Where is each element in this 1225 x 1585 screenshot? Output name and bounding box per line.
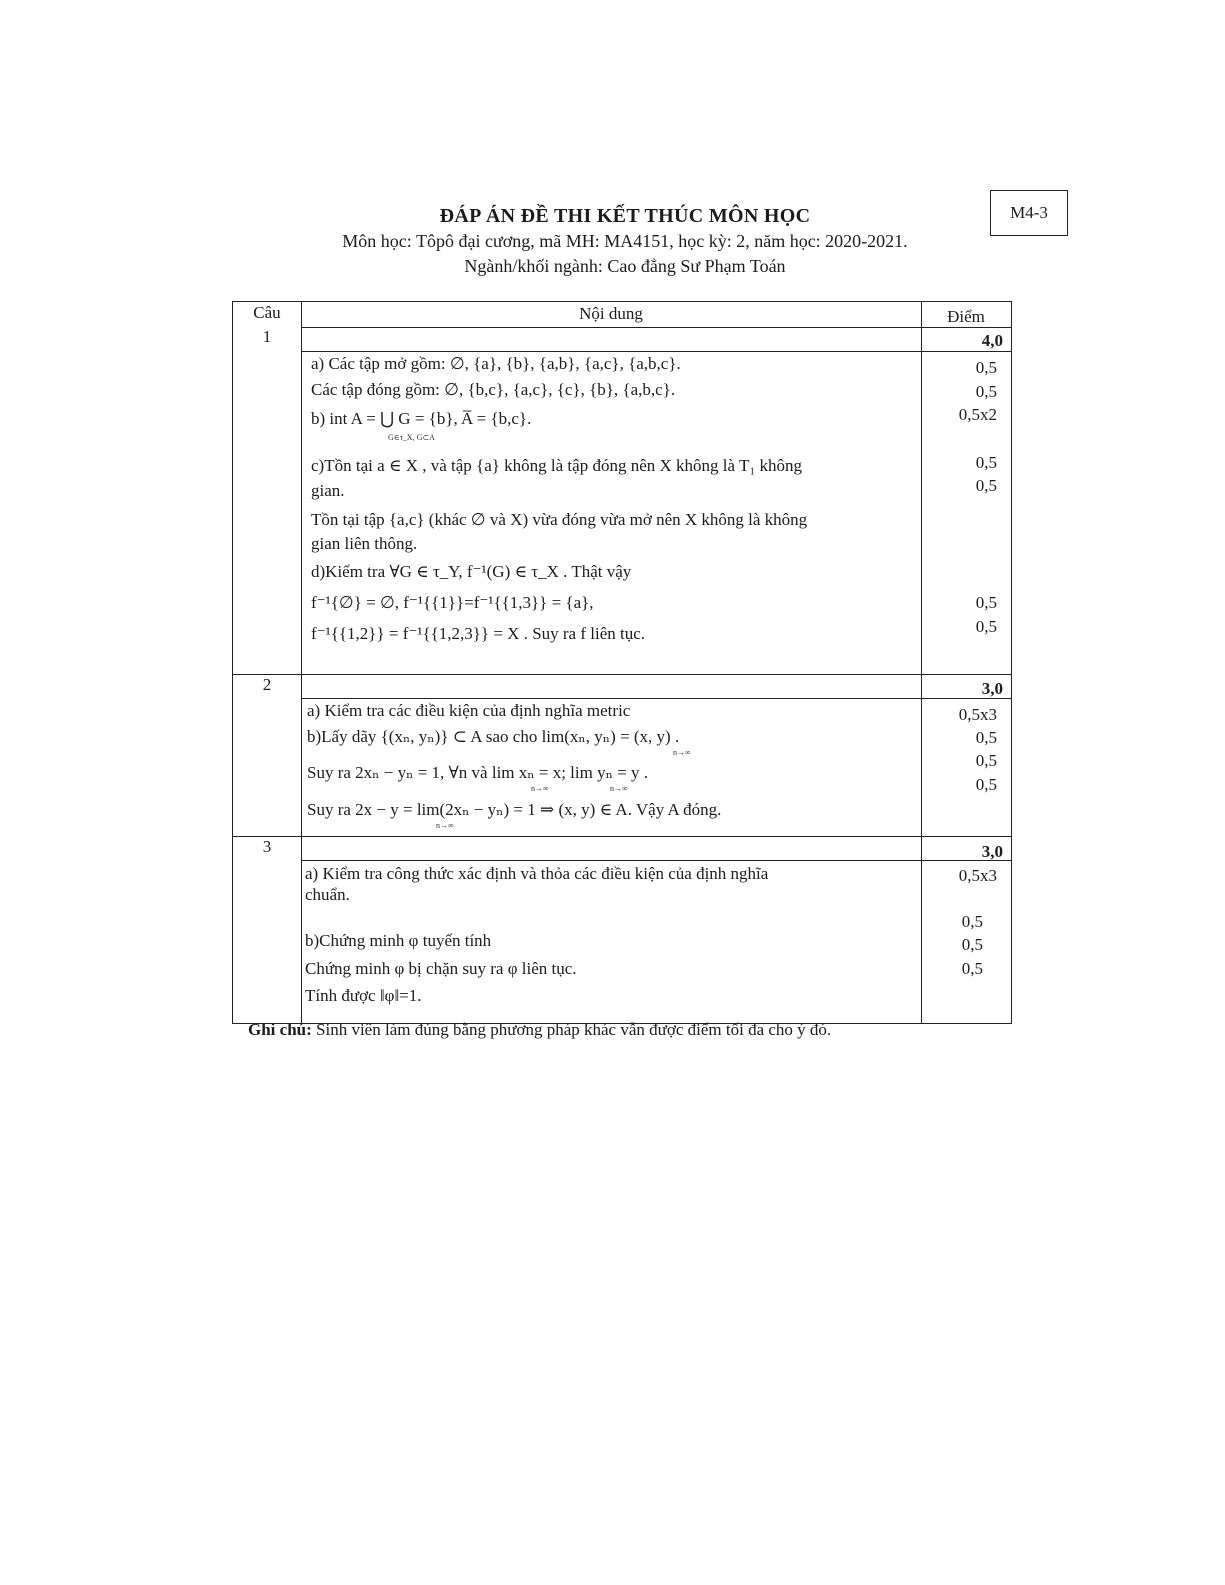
- q1-score-a1: 0,5: [975, 358, 997, 377]
- q3-line-5: Tính được ‖φ‖=1.: [305, 986, 422, 1005]
- q1-line-4: c)Tồn tại a ∈ X , và tập {a} không là tập đóng nên X không là T₁ không: [311, 456, 803, 475]
- q3-total-score: 3,0: [981, 842, 1003, 861]
- footnote: [248, 1020, 831, 1040]
- q2-line-4: Suy ra 2x − y = lim(2xₙ − yₙ) = 1 ⇒ (x, y) ∈ A. Vậy A đóng.: [307, 800, 722, 819]
- q2-score-b3: 0,5: [975, 775, 997, 794]
- header-divider: [301, 327, 1011, 328]
- q1-end-divider: [233, 674, 1011, 675]
- q1-score-d1: 0,5: [975, 593, 997, 612]
- q1-line-7: gian liên thông.: [311, 534, 418, 553]
- header-noi-dung: Nội dung: [579, 304, 643, 323]
- q1-number: 1: [262, 327, 272, 346]
- q2-lim-subscript-4: n→∞: [436, 821, 454, 830]
- footnote-label: Ghi chú:: [248, 1020, 312, 1039]
- q3-score-b1: 0,5: [961, 912, 983, 931]
- q1-score-a2: 0,5: [975, 382, 997, 401]
- q1-line-10: f⁻¹{{1,2}} = f⁻¹{{1,2,3}} = X . Suy ra f liên tục.: [311, 624, 646, 643]
- footnote-text: Sinh viên làm đúng bằng phương pháp khác vẫn được điểm tối đa cho ý đó.: [311, 1020, 832, 1039]
- q2-line-3: Suy ra 2xₙ − yₙ = 1, ∀n và lim xₙ = x; lim yₙ = y .: [307, 763, 649, 782]
- q2-total-score: 3,0: [981, 679, 1003, 698]
- q3-line-3: b)Chứng minh φ tuyến tính: [305, 931, 492, 950]
- q1-line-5: gian.: [311, 481, 345, 500]
- q1-total-divider: [301, 351, 1011, 352]
- q3-score-a: 0,5x3: [958, 866, 997, 885]
- q2-lim-subscript-2: n→∞: [531, 784, 549, 793]
- q1-score-b: 0,5x2: [958, 405, 997, 424]
- q2-line-2: b)Lấy dãy {(xₙ, yₙ)} ⊂ A sao cho lim(xₙ, yₙ) = (x, y) .: [307, 727, 680, 746]
- q1-line-9: f⁻¹{∅} = ∅, f⁻¹{{1}}=f⁻¹{{1,3}} = {a},: [311, 593, 594, 612]
- q2-score-a: 0,5x3: [958, 705, 997, 724]
- q3-score-b2: 0,5: [961, 935, 983, 954]
- q1-score-c1: 0,5: [975, 453, 997, 472]
- header-cau: Câu: [253, 303, 281, 322]
- answer-table: [232, 301, 1012, 1024]
- q1-line-1: a) Các tập mở gồm: ∅, {a}, {b}, {a,b}, {a,c}, {a,b,c}.: [311, 354, 681, 373]
- q3-score-b3: 0,5: [961, 959, 983, 978]
- q1-union-subscript: G∈τ_X, G⊂A: [388, 433, 435, 442]
- q3-total-divider: [301, 860, 1011, 861]
- q1-line-6: Tồn tại tập {a,c} (khác ∅ và X) vừa đóng vừa mở nên X không là không: [311, 510, 808, 529]
- q2-total-divider: [301, 698, 1011, 699]
- q3-number: 3: [262, 837, 272, 856]
- col-divider-1: [301, 302, 302, 1023]
- q1-score-d2: 0,5: [975, 617, 997, 636]
- q2-lim-subscript-1: n→∞: [673, 748, 691, 757]
- q2-number: 2: [262, 675, 272, 694]
- q1-line-2: Các tập đóng gồm: ∅, {b,c}, {a,c}, {c}, {b}, {a,b,c}.: [311, 380, 676, 399]
- q2-end-divider: [233, 836, 1011, 837]
- q3-line-2: chuẩn.: [305, 885, 350, 904]
- exam-code: M4-3: [1010, 203, 1048, 222]
- q1-score-c2: 0,5: [975, 476, 997, 495]
- header-diem: Điểm: [947, 307, 985, 326]
- q2-score-b2: 0,5: [975, 751, 997, 770]
- q1-line-8: d)Kiểm tra ∀G ∈ τ_Y, f⁻¹(G) ∈ τ_X . Thật vậy: [311, 562, 632, 581]
- document-header: [230, 203, 1020, 279]
- q2-lim-subscript-3: n→∞: [610, 784, 628, 793]
- q1-line-3: b) int A = ⋃ G = {b}, A̅ = {b,c}.: [311, 409, 532, 428]
- subject-line: Môn học: Tôpô đại cương, mã MH: MA4151, học kỳ: 2, năm học: 2020-2021.: [342, 231, 908, 251]
- q2-score-b1: 0,5: [975, 728, 997, 747]
- q3-line-4: Chứng minh φ bị chặn suy ra φ liên tục.: [305, 959, 577, 978]
- q3-line-1: a) Kiểm tra công thức xác định và thỏa các điều kiện của định nghĩa: [305, 864, 769, 883]
- q1-total-score: 4,0: [981, 331, 1003, 350]
- q2-line-1: a) Kiểm tra các điều kiện của định nghĩa metric: [307, 701, 631, 720]
- document-title: ĐÁP ÁN ĐỀ THI KẾT THÚC MÔN HỌC: [439, 205, 811, 227]
- major-line: Ngành/khối ngành: Cao đẳng Sư Phạm Toán: [464, 256, 786, 276]
